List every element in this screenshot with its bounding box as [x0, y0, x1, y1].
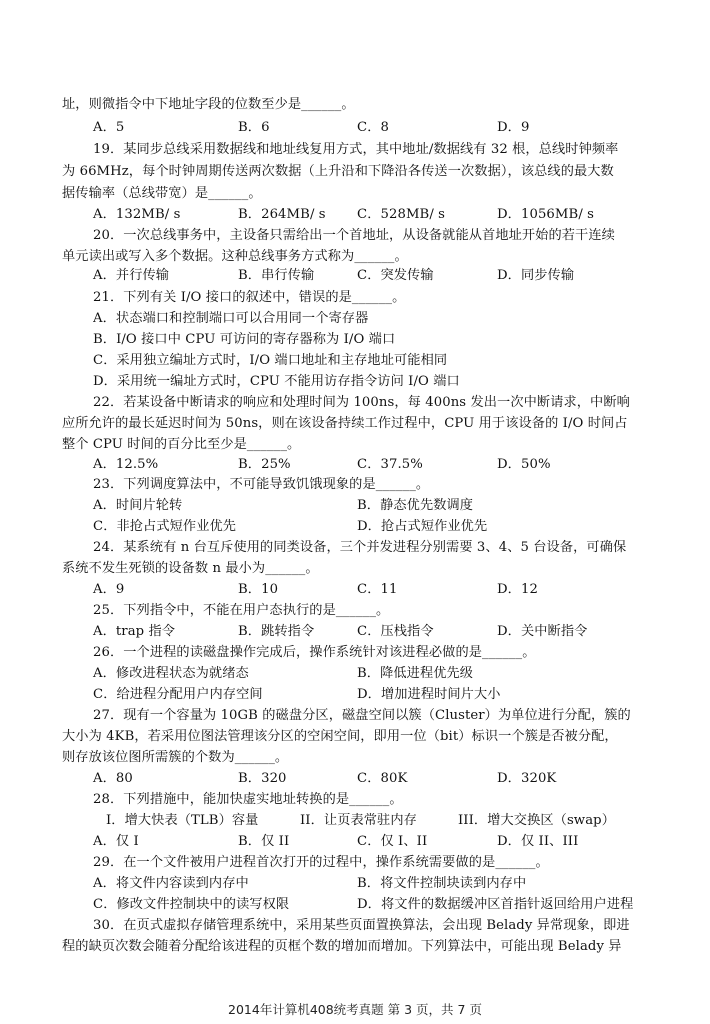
q26-option-d: D．增加进程时间片大小	[357, 687, 501, 702]
q21-option-d: D．采用统一编址方式时，CPU 不能用访存指令访问 I/O 端口	[93, 374, 460, 389]
q28-option-a: A．仅 I	[93, 834, 139, 849]
q22-option-d: D．50%	[497, 457, 551, 472]
q28-item-1: I．增大快表（TLB）容量	[106, 813, 259, 828]
q27-option-c: C．80K	[357, 771, 408, 786]
q21-text: 21．下列有关 I/O 接口的叙述中，错误的是______。	[93, 290, 406, 305]
q24-text: 24．某系统有 n 台互斥使用的同类设备，三个并发进程分别需要 3、4、5 台设备，可确保	[93, 540, 627, 555]
q29-options-row2	[0, 895, 710, 915]
q18-text: 址，则微指令中下地址字段的位数至少是______。	[62, 97, 355, 112]
q22-text-3: 整个 CPU 时间的百分比至少是______。	[62, 437, 301, 452]
q19-options	[0, 205, 710, 225]
q19-text-3: 据传输率（总线带宽）是______。	[62, 186, 262, 201]
q24-option-d: D．12	[497, 582, 538, 597]
q25-option-c: C．压栈指令	[357, 624, 434, 639]
q20-option-a: A．并行传输	[93, 268, 170, 283]
q28-items	[0, 811, 710, 831]
q25-text: 25．下列指令中，不能在用户态执行的是______。	[93, 603, 390, 618]
q27-text: 27．现有一个容量为 10GB 的磁盘分区，磁盘空间以簇（Cluster）为单位进行分配，簇的	[93, 708, 631, 723]
q29-option-c: C．修改文件控制块中的读写权限	[93, 897, 290, 912]
q24-option-c: C．11	[357, 582, 398, 597]
q25-option-b: B．跳转指令	[238, 624, 315, 639]
q21-option-b: B．I/O 接口中 CPU 可访问的寄存器称为 I/O 端口	[93, 332, 396, 347]
q22-option-a: A．12.5%	[93, 457, 159, 472]
q20-text: 20．一次总线事务中，主设备只需给出一个首地址，从设备就能从首地址开始的若干连续	[93, 228, 615, 243]
q28-text: 28．下列措施中，能加快虚实地址转换的是______。	[93, 792, 403, 807]
q28-option-c: C．仅 I、II	[357, 834, 428, 849]
q22-option-b: B．25%	[238, 457, 291, 472]
q28-option-b: B．仅 II	[238, 834, 290, 849]
q25-option-a: A．trap 指令	[93, 624, 176, 639]
q19-text-2: 为 66MHz，每个时钟周期传送两次数据（上升沿和下降沿各传送一次数据），该总线的最大数	[62, 164, 614, 179]
q28-options	[0, 832, 710, 852]
q27-options	[0, 769, 710, 789]
q20-option-b: B．串行传输	[238, 268, 315, 283]
q20-option-d: D．同步传输	[497, 268, 575, 283]
q23-option-c: C．非抢占式短作业优先	[93, 519, 237, 534]
q28-item-3: III．增大交换区（swap）	[458, 813, 615, 828]
q24-text-2: 系统不发生死锁的设备数 n 最小为______。	[62, 561, 319, 576]
page-footer: 2014年计算机408统考真题 第 3 页，共 7 页	[228, 1002, 482, 1017]
q23-option-d: D．抢占式短作业优先	[357, 519, 488, 534]
q19-option-d: D．1056MB/ s	[497, 207, 595, 222]
q23-text: 23．下列调度算法中，不可能导致饥饿现象的是______。	[93, 477, 430, 492]
q19-option-a: A．132MB/ s	[93, 207, 181, 222]
q30-text: 30．在页式虚拟存储管理系统中，采用某些页面置换算法，会出现 Belady 异常现象，即进	[93, 918, 630, 933]
q21-option-a: A．状态端口和控制端口可以合用同一个寄存器	[93, 311, 369, 326]
q29-option-d: D．将文件的数据缓冲区首指针返回给用户进程	[357, 897, 634, 912]
q26-options-row2	[0, 685, 710, 705]
q29-text: 29．在一个文件被用户进程首次打开的过程中，操作系统需要做的是______。	[93, 855, 549, 870]
q27-option-b: B．320	[238, 771, 287, 786]
q27-option-d: D．320K	[497, 771, 557, 786]
q23-options-row2	[0, 517, 710, 537]
q30-text-2: 程的缺页次数会随着分配给该进程的页框个数的增加而增加。下列算法中，可能出现 Belady 异	[62, 939, 622, 954]
q23-options-row1	[0, 496, 710, 516]
q18-option-a: A．5	[93, 120, 125, 135]
q24-option-b: B．10	[238, 582, 279, 597]
q26-options-row1	[0, 664, 710, 684]
q22-text: 22．若某设备中断请求的响应和处理时间为 100ns，每 400ns 发出一次中断请求，中断响	[93, 395, 630, 410]
q26-option-b: B．降低进程优先级	[357, 666, 474, 681]
q25-options	[0, 622, 710, 642]
q19-text: 19．某同步总线采用数据线和地址线复用方式，其中地址/数据线有 32 根，总线时钟频率	[93, 142, 619, 157]
q28-item-2: II．让页表常驻内存	[300, 813, 417, 828]
q27-text-3: 则存放该位图所需簇的个数为______。	[62, 750, 289, 765]
q19-option-c: C．528MB/ s	[357, 207, 446, 222]
q27-option-a: A．80	[93, 771, 133, 786]
q20-text-2: 单元读出或写入多个数据。这种总线事务方式称为______。	[62, 249, 408, 264]
q23-option-a: A．时间片轮转	[93, 498, 183, 513]
q19-option-b: B．264MB/ s	[238, 207, 326, 222]
q22-text-2: 应所允许的最长延迟时间为 50ns，则在该设备持续工作过程中，CPU 用于该设备的 I/O 时间占	[62, 416, 628, 431]
q29-option-a: A．将文件内容读到内存中	[93, 876, 249, 891]
q18-options	[0, 118, 710, 138]
q29-options-row1	[0, 874, 710, 894]
q20-options	[0, 266, 710, 286]
q20-option-c: C．突发传输	[357, 268, 434, 283]
q23-option-b: B．静态优先数调度	[357, 498, 474, 513]
q18-option-b: B．6	[238, 120, 270, 135]
q22-options	[0, 455, 710, 475]
q22-option-c: C．37.5%	[357, 457, 423, 472]
q18-option-d: D．9	[497, 120, 530, 135]
q18-option-c: C．8	[357, 120, 389, 135]
q21-option-c: C．采用独立编址方式时，I/O 端口地址和主存地址可能相同	[93, 353, 448, 368]
q25-option-d: D．关中断指令	[497, 624, 588, 639]
q29-option-b: B．将文件控制块读到内存中	[357, 876, 527, 891]
q24-options	[0, 580, 710, 600]
q26-text: 26．一个进程的读磁盘操作完成后，操作系统针对该进程必做的是______。	[93, 645, 536, 660]
q24-option-a: A．9	[93, 582, 125, 597]
q26-option-a: A．修改进程状态为就绪态	[93, 666, 249, 681]
q26-option-c: C．给进程分配用户内存空间	[93, 687, 263, 702]
q28-option-d: D．仅 II、III	[497, 834, 579, 849]
q27-text-2: 大小为 4KB，若采用位图法管理该分区的空闲空间，即用一位（bit）标识一个簇是否被分配，	[62, 729, 618, 744]
